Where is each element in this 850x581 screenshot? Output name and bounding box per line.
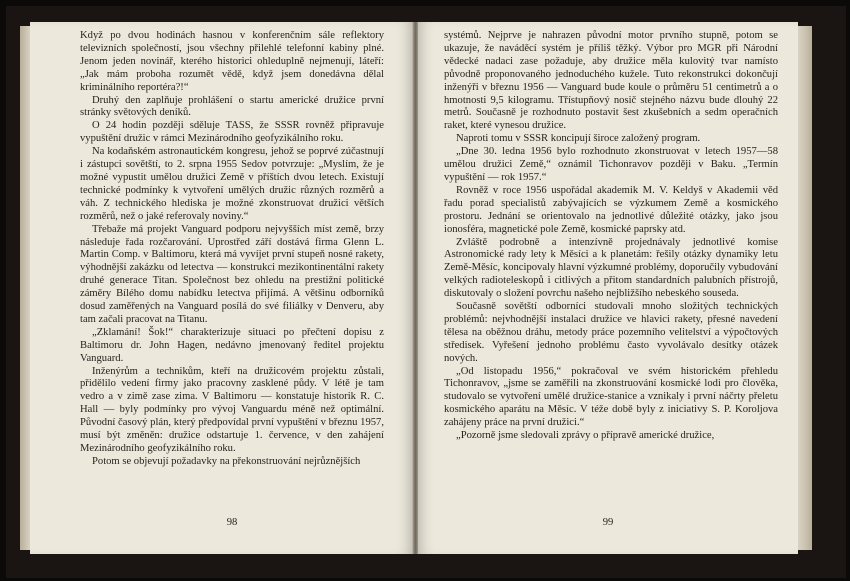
left-page-edges [20,26,30,550]
paragraph: Třebaže má projekt Vanguard podporu nejvyšších míst země, brzy následuje řada rozčarování. Uprostřed září dostává firma Glenn L. Martin Comp. v Baltimoru, která má vyvíjet první stupeň nosné rakety, výhodnější zakázku od letectva — konstrukci mezikontinentální rakety druhé generace Titan. Společnost bez ohledu na prestižní politické záměry Bílého domu nabídku letectva přijímá. A většinu odborníků dosud zaměřených na Vanguard posílá do své filiálky v Denveru, aby tam začali pracovat na Titanu. [80,223,384,325]
paragraph: Na kodaňském astronautickém kongresu, jehož se poprvé zúčastnují i zástupci sovětští, to 2. srpna 1955 Sedov potvrzuje: „Myslím, že je možné vypustit umělou družici Země v příštích dvou letech. Existují technické podmínky k vytvoření umělých družic různých rozměrů a váh. Z technického hlediska je možné zkonstruovat družici větších rozměrů, než o jaké referovaly noviny.“ [80,146,384,222]
paragraph: Zvláště podrobně a intenzívně projednávaly jednotlivé komise Astronomické rady lety k Měsíci a k planetám: řešily otázky dynamiky letu Země-Měsíc, koncipovaly hlavní výzkumné problémy, doporučily vybudování velkých radioteleskopů i citlivých a přitom standardních palubních přístrojů, diskutovaly o složení povrchu našeho nejbližšího nebeského souseda. [444,236,778,300]
paragraph: Potom se objevují požadavky na překonstruování nejrůznějších [92,455,361,467]
paragraph: Současně sovětští odborníci studovali mnoho složitých technických problémů: nejvhodnější instalaci družice ve hlavici rakety, přesné navedení tělesa na oběžnou dráhu, metody práce pozemního velitelství a výpočtových středisek. Vyřešení jednoho problému často vyvolávalo desítky otázek nových. [444,301,778,364]
paragraph: Inženýrům a technikům, kteří na družicovém projektu zůstali, přidělilo vedení firmy jako pracovny zasklené půdy. V létě je tam vedro a v zimě zase zima. V Baltimoru — konstatuje historik R. C. Hall — byly podmínky pro vývoj Vanguardu méně než optimální. Původní časový plán, který předpovídal první vypuštění v březnu 1957, musí být změněn: družice odstartuje 1. července, v den zahájení Mezinárodního geofyzikálního roku. [80,365,384,454]
paragraph: Druhý den zaplňuje prohlášení o startu americké družice první stránky světových deníků. [80,94,384,119]
left-page-text [80,30,384,469]
paragraph: Naproti tomu v SSSR koncipují široce založený program. [456,133,701,145]
right-page-edges [798,26,812,550]
paragraph: Rovněž v roce 1956 uspořádal akademik M. V. Keldyš v Akademii věd řadu porad specialistů zabývajících se výzkumem Země a kosmického prostoru. Jednání se orientovalo na jednotlivé důležité otázky, jako jsou ionosféra, magnetické pole Země, kosmické paprsky atd. [444,184,778,235]
page-number: 98 [226,517,238,528]
paragraph: Když po dvou hodinách hasnou v konferenčním sále reflektory televizních společností, jsou všechny přilehlé telefonní kabiny plné. Jenom jeden novinář, kterého historici ohleduplně nejmenují, láteří: „Jak mám proboha rozumět vědě, když jsem donedávna dělal kriminálního reportéra?!“ [80,30,384,93]
paragraph: „Od listopadu 1956,“ pokračoval ve svém historickém přehledu Tichonravov, „jsme se zaměřili na zkonstruování kosmické lodi pro člověka, studovalo se vytvoření umělé družice-stanice a vznikaly i první náčrty přeletu kosmického aparátu na Měsíc. V téže době byly z iniciativy S. P. Koroljova zahájeny práce na první družici.“ [444,365,778,429]
paragraph: systémů. Nejprve je nahrazen původní motor prvního stupně, potom se ukazuje, že naváděcí systém je příliš těžký. Výbor pro MGR při Národní vědecké nadaci zase požaduje, aby družice měla kulovitý tvar namísto původně proponovaného jednoduchého kuželе. Tuto rekonstrukci dokončují inženýři v březnu 1956 — Vanguard bude koule o průměru 51 centimetrů a o hmotnosti 9,5 kilogramu. Třístupňový nosič stejného názvu bude dlouhý 22 metrů. Současně je rozhodnuto postavit šest zkušebních a sedm operačních raket, které vynesou družice. [444,30,778,132]
paragraph: „Zklamání! Šok!“ charakterizuje situaci po přečtení dopisu z Baltimoru dr. John Hagen, nedávno jmenovaný ředitel projektu Vanguard. [80,326,384,364]
left-page [30,22,413,554]
paragraph: „Dne 30. ledna 1956 bylo rozhodnuto zkonstruovat v letech 1957—58 umělou družici Země,“ oznámil Tichonravov později v Baku. „Termín vypuštění — rok 1957.“ [444,146,778,183]
page-number: 99 [602,517,614,528]
right-page-text [444,30,778,443]
paragraph: „Pozorně jsme sledovali zprávy o přípravě americké družice, [456,430,715,442]
paragraph: O 24 hodin později sděluje TASS, že SSSR rovněž připravuje vypuštění družic v rámci Mezinárodního geofyzikálního roku. [80,120,384,145]
right-page [418,22,798,554]
